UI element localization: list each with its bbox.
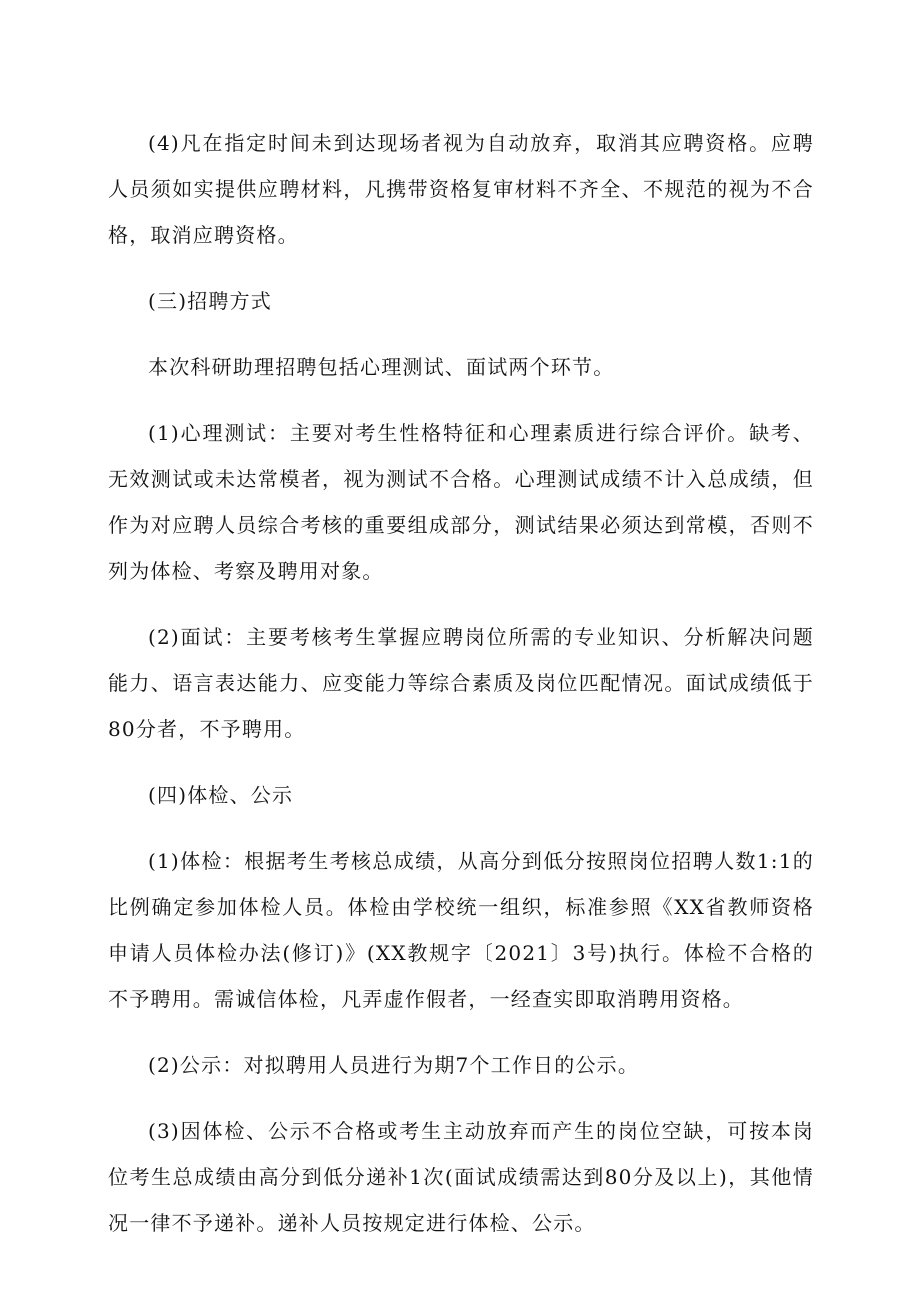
- paragraph-psych-test: (1)心理测试：主要对考生性格特征和心理素质进行综合评价。缺考、无效测试或未达常模者，视为测试不合格。心理测试成绩不计入总成绩，但作为对应聘人员综合考核的重要组成部分，测试结果必须达到常模，否则不列为体检、考察及聘用对象。: [108, 421, 814, 583]
- paragraph-publicity: (2)公示：对拟聘用人员进行为期7个工作日的公示。: [148, 1053, 640, 1077]
- paragraph-medical-exam: (1)体检：根据考生考核总成绩，从高分到低分按照岗位招聘人数1:1的比例确定参加体检人员。体检由学校统一组织，标准参照《XX省教师资格申请人员体检办法(修订)》(XX教规字〔2021〕3号)执行。体检不合格的不予聘用。需诚信体检，凡弄虚作假者，一经查实即取消聘用资格。: [108, 849, 814, 1011]
- paragraph-vacancy-fill: (3)因体检、公示不合格或考生主动放弃而产生的岗位空缺，可按本岗位考生总成绩由高分到低分递补1次(面试成绩需达到80分及以上)，其他情况一律不予递补。递补人员按规定进行体检、公示。: [108, 1119, 814, 1235]
- paragraph-absence-policy: (4)凡在指定时间未到达现场者视为自动放弃，取消其应聘资格。应聘人员须如实提供应聘材料，凡携带资格复审材料不齐全、不规范的视为不合格，取消应聘资格。: [108, 131, 814, 247]
- section-heading-medical-publicity: (四)体检、公示: [148, 783, 294, 807]
- section-heading-recruitment-method: (三)招聘方式: [148, 289, 273, 313]
- paragraph-interview: (2)面试：主要考核考生掌握应聘岗位所需的专业知识、分析解决问题能力、语言表达能力、应变能力等综合素质及岗位匹配情况。面试成绩低于80分者，不予聘用。: [108, 625, 814, 741]
- document-body: [108, 120, 814, 1266]
- paragraph-recruitment-overview: 本次科研助理招聘包括心理测试、面试两个环节。: [148, 355, 615, 379]
